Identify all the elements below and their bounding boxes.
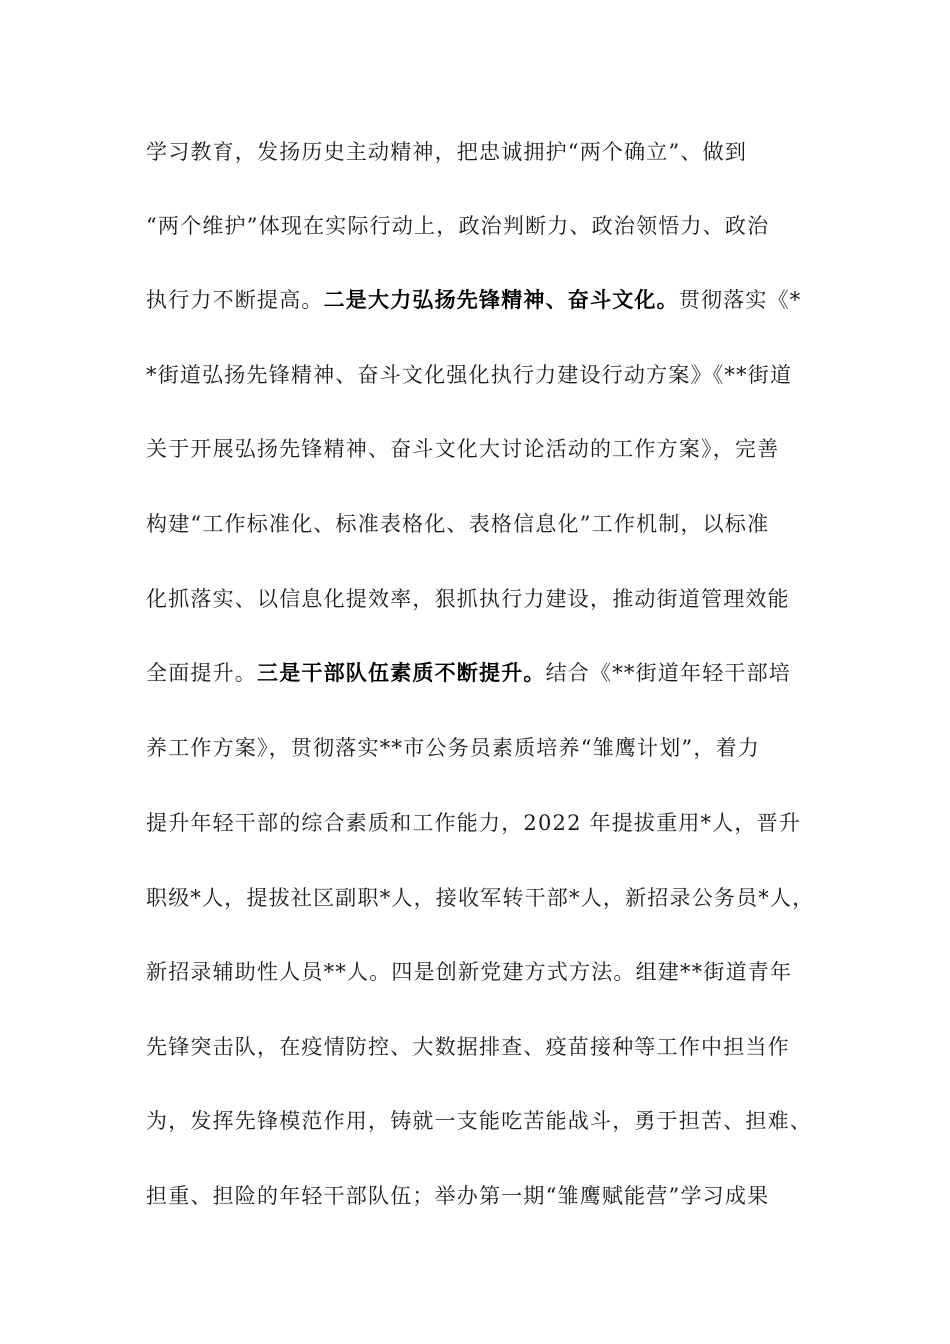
- line-text: 执行力不断提高。: [146, 288, 324, 312]
- line-text: 担重、担险的年轻干部队伍；举办第一期“雏鹰赋能营”学习成果: [146, 1184, 770, 1208]
- paragraph-line: [146, 509, 826, 539]
- paragraph-line: [146, 360, 826, 390]
- line-text: 新招录辅助性人员**人。四是创新党建方式方法。组建**街道青年: [146, 960, 793, 984]
- bold-heading-text: 三是干部队伍素质不断提升。: [257, 661, 546, 685]
- paragraph-line: [146, 1106, 826, 1136]
- line-text: “两个维护”体现在实际行动上，政治判断力、政治领悟力、政治: [146, 214, 770, 238]
- line-text: 为，发挥先锋模范作用，铸就一支能吃苦能战斗，勇于担苦、担难、: [146, 1109, 812, 1133]
- paragraph-line: [146, 285, 826, 315]
- line-text: 全面提升。: [146, 661, 257, 685]
- paragraph-line: [146, 137, 826, 167]
- line-text: *街道弘扬先锋精神、奋斗文化强化执行力建设行动方案》《**街道: [146, 363, 793, 387]
- paragraph-line: [146, 658, 826, 688]
- line-text: 学习教育，发扬历史主动精神，把忠诚拥护“两个确立”、做到: [146, 140, 748, 164]
- paragraph-line: [146, 733, 826, 763]
- line-text: 化抓落实、以信息化提效率，狠抓执行力建设，推动街道管理效能: [146, 587, 790, 611]
- line-text: 关于开展弘扬先锋精神、奋斗文化大讨论活动的工作方案》，完善: [146, 437, 780, 461]
- paragraph-line: [146, 1032, 826, 1062]
- bold-heading-text: 二是大力弘扬先锋精神、奋斗文化。: [323, 288, 679, 312]
- paragraph-line: [146, 1181, 826, 1211]
- line-text: 养工作方案》，贯彻落实**市公务员素质培养“雏鹰计划”，着力: [146, 736, 760, 760]
- line-text: 构建“工作标准化、标准表格化、表格信息化”工作机制，以标准: [146, 512, 770, 536]
- paragraph-line: [146, 883, 826, 913]
- paragraph-line: [146, 211, 826, 241]
- line-text: 结合《**街道年轻干部培: [545, 661, 792, 685]
- paragraph-line: [146, 434, 826, 464]
- paragraph-line: [146, 957, 826, 987]
- line-text: 提升年轻干部的综合素质和工作能力，2022 年提拔重用*人，晋升: [146, 811, 802, 835]
- line-text: 职级*人，提拔社区副职*人，接收军转干部*人，新招录公务员*人，: [146, 886, 815, 910]
- paragraph-line: [146, 808, 826, 838]
- line-text: 先锋突击队，在疫情防控、大数据排查、疫苗接种等工作中担当作: [146, 1035, 790, 1059]
- paragraph-line: [146, 584, 826, 614]
- line-text: 贯彻落实《*: [678, 288, 802, 312]
